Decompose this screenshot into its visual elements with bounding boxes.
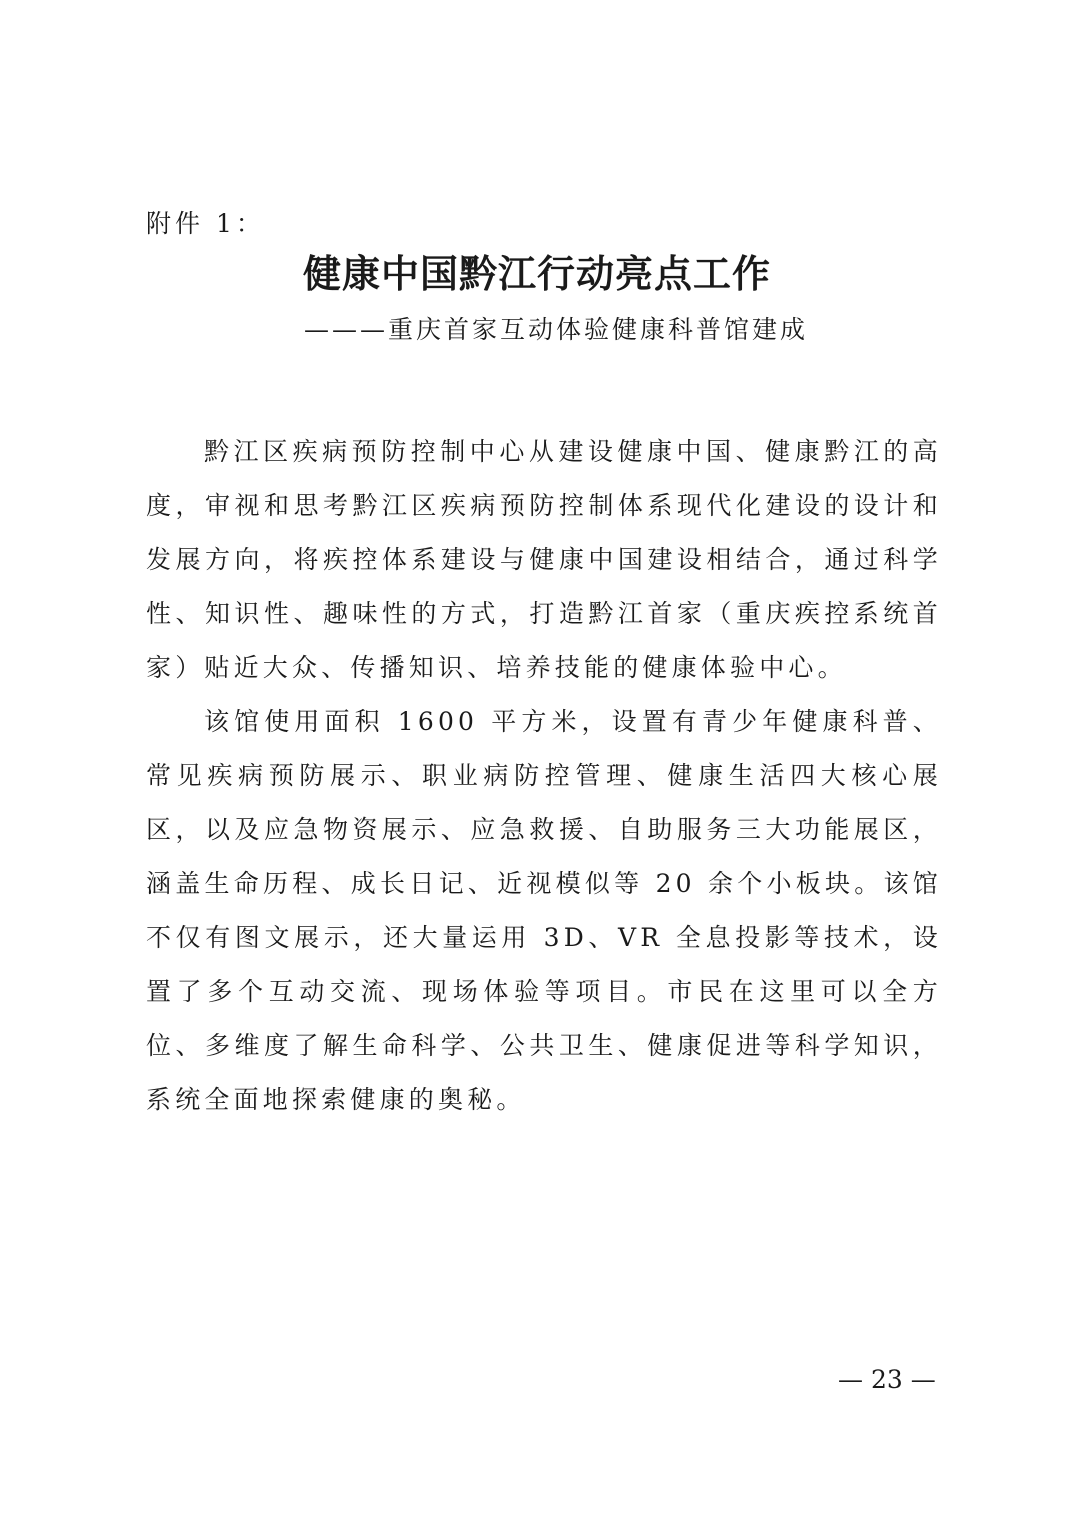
document-subtitle: ———重庆首家互动体验健康科普馆建成: [304, 315, 809, 344]
body-text: [146, 425, 942, 1127]
paragraph-1: 黔江区疾病预防控制中心从建设健康中国、健康黔江的高度，审视和思考黔江区疾病预防控制体系现代化建设的设计和发展方向，将疾控体系建设与健康中国建设相结合，通过科学性、知识性、趣味性的方式，打造黔江首家（重庆疾控系统首家）贴近大众、传播知识、培养技能的健康体验中心。: [146, 437, 942, 682]
page-number: — 23 —: [838, 1365, 936, 1394]
attachment-label: 附件 1：: [146, 209, 265, 238]
paragraph-2: 该馆使用面积 1600 平方米，设置有青少年健康科普、常见疾病预防展示、职业病防控管理、健康生活四大核心展区，以及应急物资展示、应急救援、自助服务三大功能展区，涵盖生命历程、成长日记、近视模似等 20 余个小板块。该馆不仅有图文展示，还大量运用 3D、VR 全息投影等技术，设置了多个互动交流、现场体验等项目。市民在这里可以全方位、多维度了解生命科学、公共卫生、健康促进等科学知识，系统全面地探索健康的奥秘。: [146, 707, 942, 1114]
document-title: 健康中国黔江行动亮点工作: [302, 252, 771, 296]
